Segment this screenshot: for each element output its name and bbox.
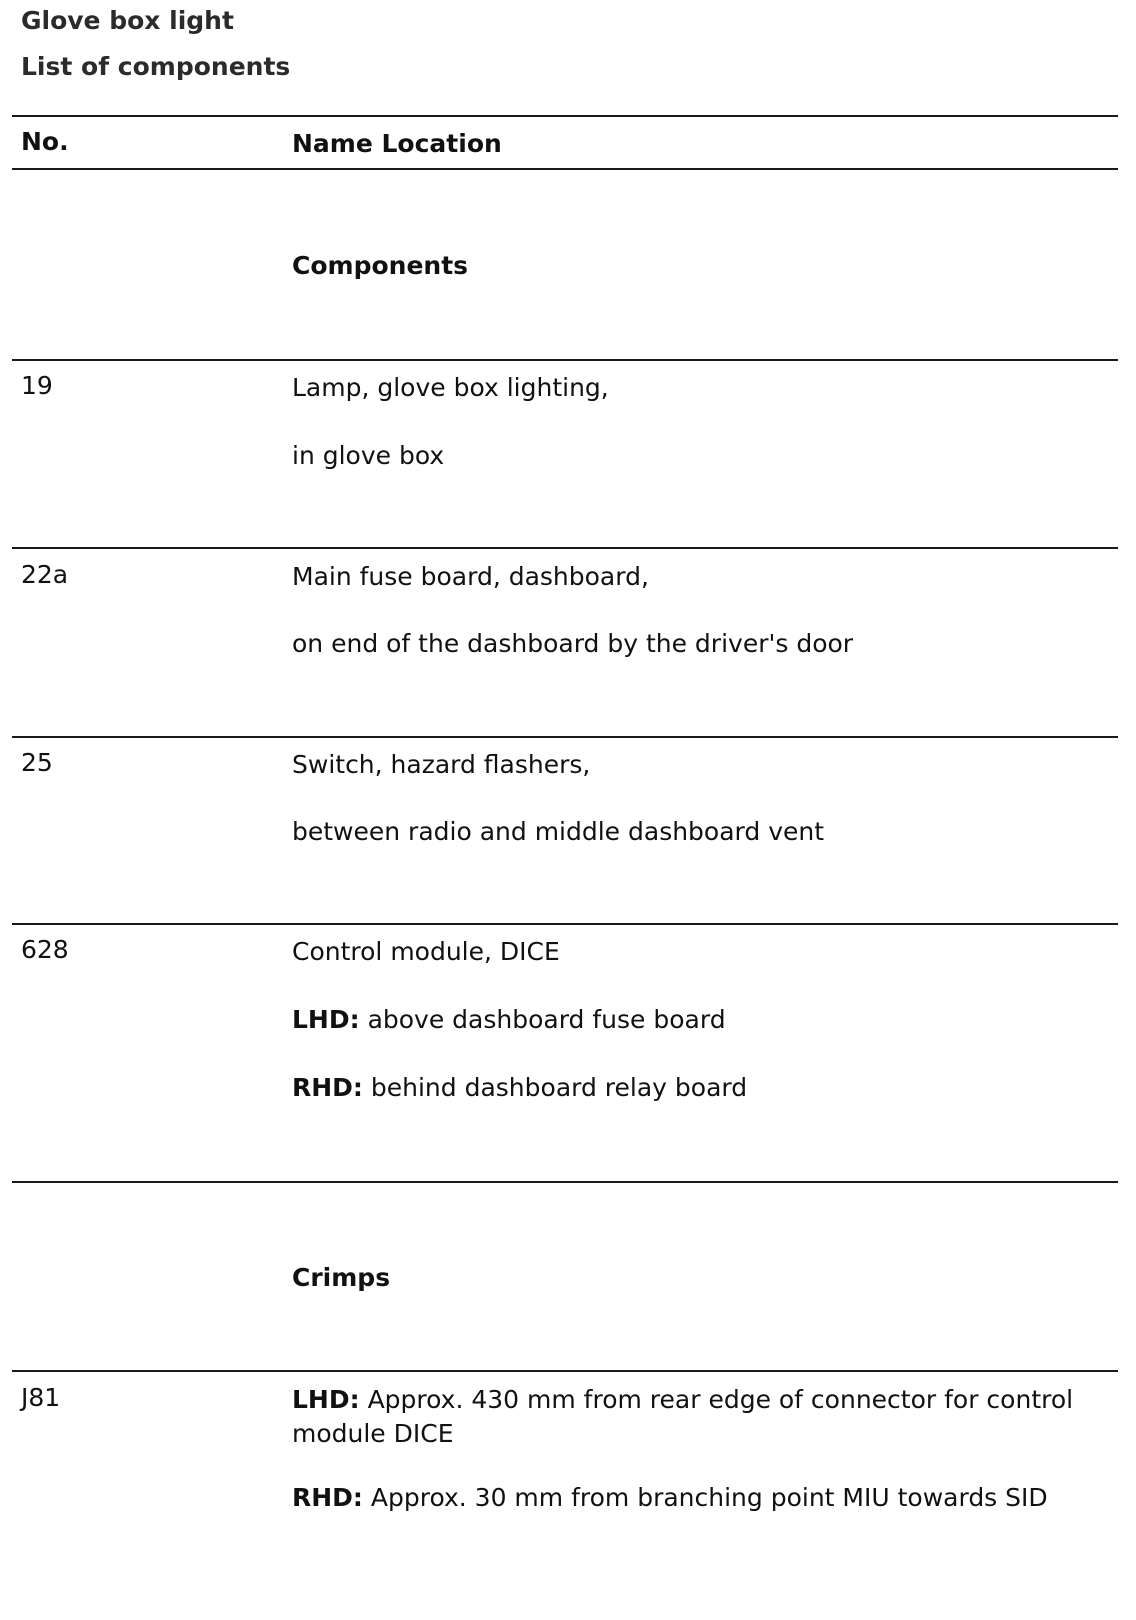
- column-header-no: No.: [21, 127, 69, 156]
- rhd-location: Approx. 30 mm from branching point MIU towards SID: [370, 1483, 1048, 1512]
- component-name: Lamp, glove box lighting,: [292, 373, 609, 402]
- rhd-location: behind dashboard relay board: [370, 1073, 748, 1102]
- table-top-rule: [12, 115, 1118, 117]
- component-location: on end of the dashboard by the driver's door: [292, 629, 854, 658]
- rhd-label: RHD:: [292, 1483, 363, 1512]
- row-number: 19: [21, 371, 53, 400]
- row-number: J81: [21, 1383, 61, 1412]
- row-divider: [12, 547, 1118, 549]
- row-number: 22a: [21, 560, 69, 589]
- row-divider: [12, 736, 1118, 738]
- row-divider: [12, 923, 1118, 925]
- component-name: Control module, DICE: [292, 937, 560, 966]
- page-title: Glove box light: [21, 6, 234, 35]
- lhd-label: LHD:: [292, 1005, 360, 1034]
- component-location-rhd: [292, 1071, 1107, 1105]
- row-number: 628: [21, 935, 69, 964]
- section-heading-components: Components: [292, 251, 469, 280]
- column-header-name-location: Name Location: [292, 129, 502, 158]
- component-location-lhd: [292, 1003, 1107, 1037]
- row-divider: [12, 1370, 1118, 1372]
- lhd-label: LHD:: [292, 1385, 360, 1414]
- lhd-location: Approx. 430 mm from rear edge of connector for control module DICE: [292, 1385, 1074, 1448]
- component-name: Main fuse board, dashboard,: [292, 562, 649, 591]
- row-divider: [12, 1181, 1118, 1183]
- page-subtitle: List of components: [21, 52, 291, 81]
- section-heading-crimps: Crimps: [292, 1263, 391, 1292]
- crimp-location-lhd: [292, 1383, 1107, 1451]
- component-name: Switch, hazard flashers,: [292, 750, 591, 779]
- component-location: between radio and middle dashboard vent: [292, 817, 825, 846]
- row-divider: [12, 359, 1118, 361]
- header-bottom-rule: [12, 168, 1118, 170]
- crimp-location-rhd: [292, 1481, 1107, 1515]
- component-location: in glove box: [292, 441, 445, 470]
- lhd-location: above dashboard fuse board: [367, 1005, 726, 1034]
- rhd-label: RHD:: [292, 1073, 363, 1102]
- row-number: 25: [21, 748, 53, 777]
